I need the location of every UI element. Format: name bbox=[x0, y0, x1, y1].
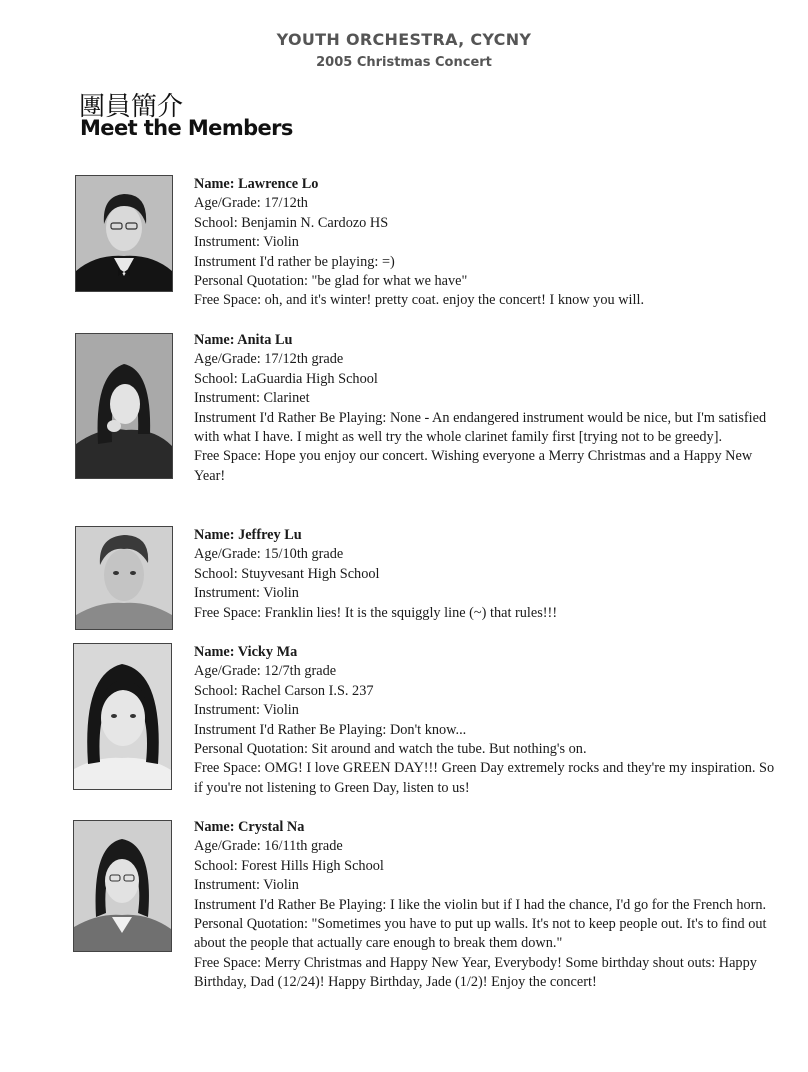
member-quotation: Personal Quotation: "be glad for what we have" bbox=[194, 273, 468, 290]
member-instrument: Instrument: Violin bbox=[194, 702, 299, 719]
member-school: School: Benjamin N. Cardozo HS bbox=[194, 214, 389, 231]
member-age-grade: Age/Grade: 12/7th grade bbox=[194, 663, 337, 680]
member-photo bbox=[73, 643, 172, 790]
member-info bbox=[194, 818, 779, 993]
member-age-grade: Age/Grade: 17/12th grade bbox=[194, 351, 344, 368]
member-age-grade: Age/Grade: 15/10th grade bbox=[194, 546, 344, 563]
member-photo bbox=[73, 820, 172, 952]
section-title-chinese: 團員簡介 bbox=[79, 92, 184, 122]
member-free-space: Free Space: Merry Christmas and Happy New Year, Everybody! Some birthday shout outs: Happy Birthday, Dad (12/24)! Happy Birthday, Jade (1/2)! Enjoy the concert! bbox=[194, 954, 757, 991]
section-title: Meet the Members bbox=[80, 116, 293, 140]
member-photo bbox=[75, 333, 173, 479]
member-instrument: Instrument: Violin bbox=[194, 585, 299, 602]
orchestra-title: YOUTH ORCHESTRA, CYCNY bbox=[276, 30, 532, 49]
member-name: Name: Crystal Na bbox=[194, 819, 305, 835]
member-school: School: LaGuardia High School bbox=[194, 370, 378, 387]
member-instrument: Instrument: Clarinet bbox=[194, 390, 310, 407]
member-quotation: Personal Quotation: "Sometimes you have to put up walls. It's not to keep people out. It's to find out about the people that actually care enough to break them down." bbox=[194, 916, 767, 952]
member-free-space: Free Space: Hope you enjoy our concert. Wishing everyone a Merry Christmas and a Happy New Year! bbox=[194, 448, 753, 484]
member-name: Name: Anita Lu bbox=[194, 332, 293, 348]
member-photo bbox=[75, 526, 173, 630]
member-name: Name: Vicky Ma bbox=[194, 644, 298, 660]
member-rather-instrument: Instrument I'd Rather Be Playing: Don't know... bbox=[194, 721, 467, 738]
member-instrument: Instrument: Violin bbox=[194, 234, 299, 251]
member-info bbox=[194, 526, 779, 623]
member-school: School: Stuyvesant High School bbox=[194, 565, 380, 582]
member-school: School: Rachel Carson I.S. 237 bbox=[194, 682, 374, 699]
member-info bbox=[194, 643, 779, 798]
member-free-space: Free Space: OMG! I love GREEN DAY!!! Green Day extremely rocks and they're my inspiration. So if you're not listening to Green Day, listen to us! bbox=[194, 760, 775, 796]
member-name: Name: Jeffrey Lu bbox=[194, 527, 302, 543]
member-rather-instrument: Instrument I'd Rather Be Playing: I like the violin but if I had the chance, I'd go for the French horn. bbox=[194, 896, 767, 913]
member-age-grade: Age/Grade: 16/11th grade bbox=[194, 838, 343, 855]
member-name: Name: Lawrence Lo bbox=[194, 176, 319, 192]
member-rather-instrument: Instrument I'd rather be playing: =) bbox=[194, 253, 395, 270]
member-quotation: Personal Quotation: Sit around and watch the tube. But nothing's on. bbox=[194, 741, 587, 758]
member-info bbox=[194, 175, 779, 311]
member-rather-instrument: Instrument I'd Rather Be Playing: None - An endangered instrument would be nice, but I'm satisfied with what I have. I might as well try the whole clarinet family first [trying not to be greedy]. bbox=[194, 409, 767, 446]
member-age-grade: Age/Grade: 17/12th bbox=[194, 195, 308, 212]
member-photo bbox=[75, 175, 173, 292]
member-free-space: Free Space: oh, and it's winter! pretty coat. enjoy the concert! I know you will. bbox=[194, 292, 645, 309]
member-instrument: Instrument: Violin bbox=[194, 877, 299, 894]
member-info bbox=[194, 331, 779, 486]
member-free-space: Free Space: Franklin lies! It is the squiggly line (~) that rules!!! bbox=[194, 604, 558, 621]
concert-subtitle: 2005 Christmas Concert bbox=[316, 55, 492, 70]
member-school: School: Forest Hills High School bbox=[194, 857, 384, 874]
